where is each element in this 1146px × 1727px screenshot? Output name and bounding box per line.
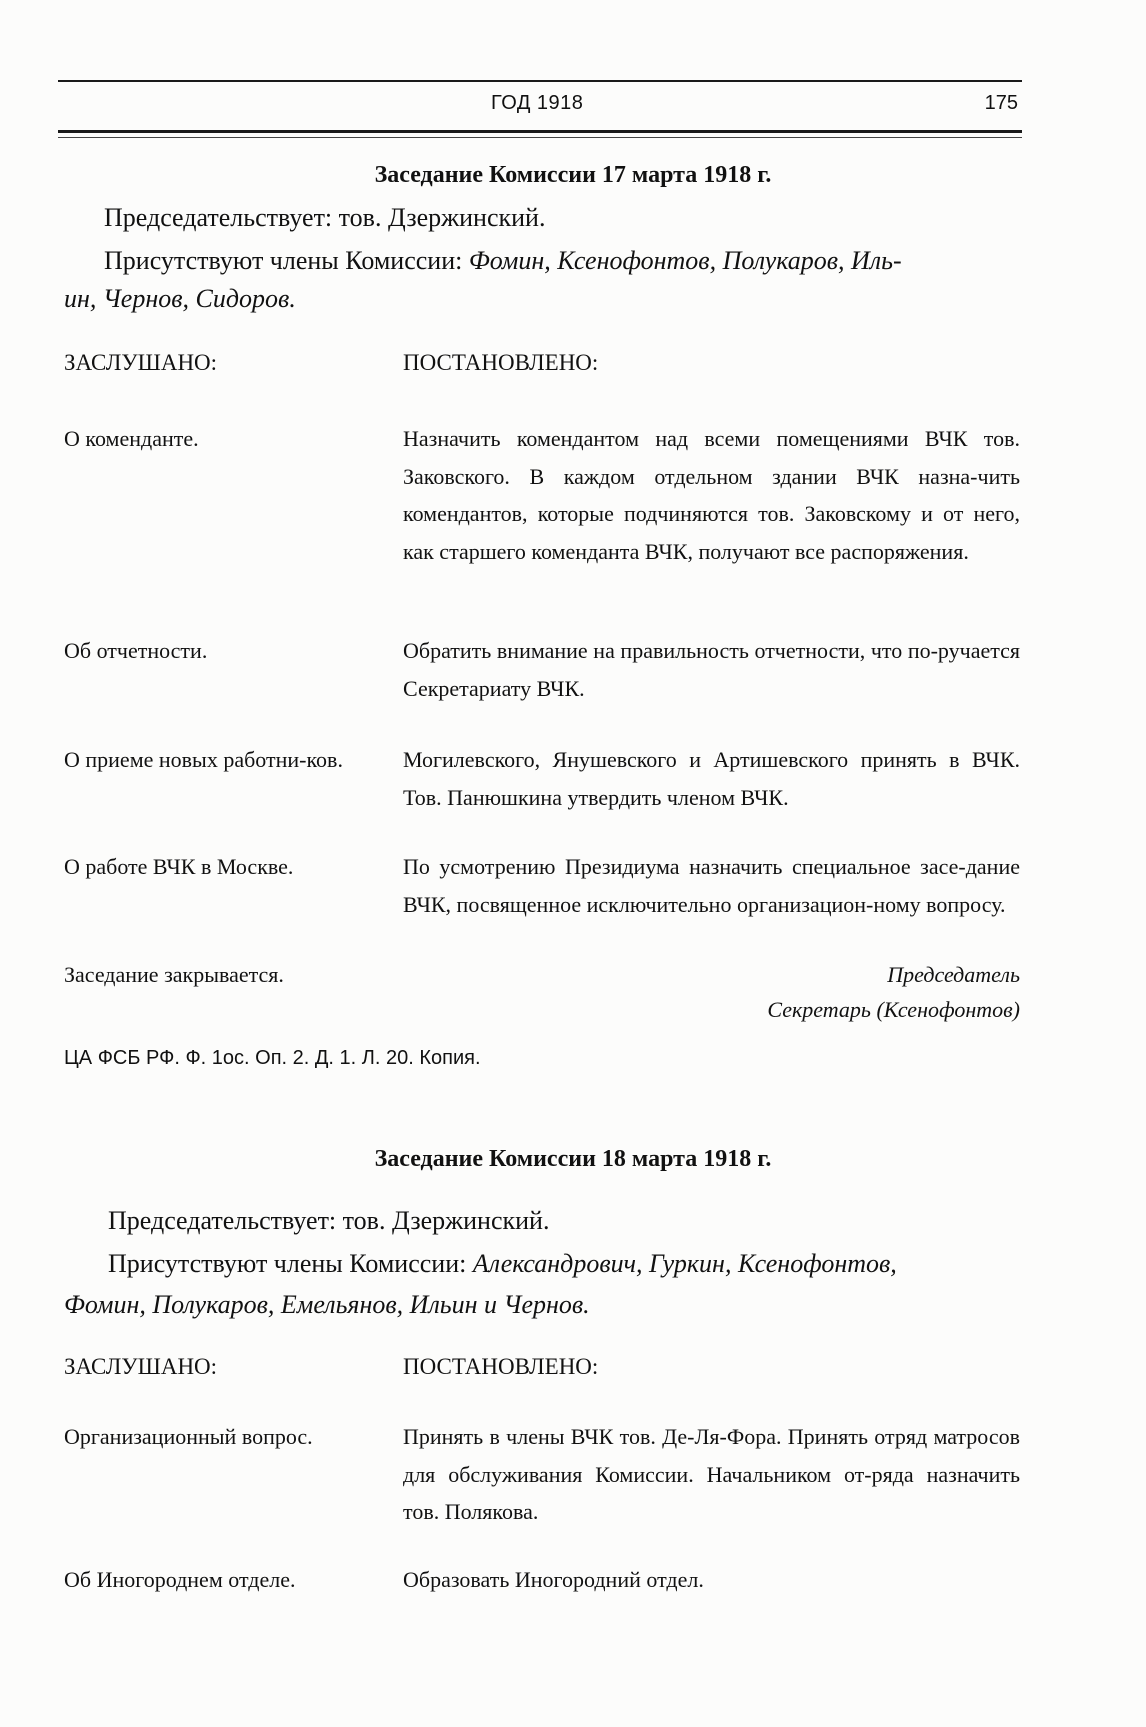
meeting2-item1-resolved: Принять в члены ВЧК тов. Де-Ля-Фора. Принять отряд матросов для обслуживания Комиссии. Начальником от-ряда назначить тов. Полякова. [403,1424,1020,1524]
meeting1-item2-heard: Об отчетности. [64,638,208,663]
meeting2-heard-label: ЗАСЛУШАНО: [64,1354,218,1379]
meeting1-present-line2 [64,284,296,314]
meeting1-item3-heard: О приеме новых работни-ков. [64,747,343,772]
meeting1-chair: Председательствует: тов. Дзержинский. [104,203,546,232]
meeting1-closing: Заседание закрывается. [64,962,284,987]
page-number: 175 [984,92,1018,114]
meeting1-item2-resolved: Обратить внимание на правильность отчетности, что по-ручается Секретариату ВЧК. [403,638,1020,701]
meeting1-item1-resolved: Назначить комендантом над всеми помещениями ВЧК тов. Заковского. В каждом отдельном здании ВЧК назна-чить комендантов, которые подчиняются тов. Заковскому и от него, как старшего коменданта ВЧК, получают все распоряжения. [403,426,1020,564]
meeting2-item1-heard: Организационный вопрос. [64,1424,313,1449]
meeting1-present-line1 [104,246,1020,276]
meeting1-title: Заседание Комиссии 17 марта 1918 г. [374,162,772,188]
meeting2-item2-resolved: Образовать Иногородний отдел. [403,1567,704,1592]
meeting1-heard-label: ЗАСЛУШАНО: [64,350,218,375]
meeting1-resolved-label: ПОСТАНОВЛЕНО: [403,350,599,375]
meeting2-chair: Председательствует: тов. Дзержинский. [108,1206,550,1235]
meeting2-present-line2 [64,1290,590,1320]
header-year: ГОД 1918 [491,92,584,114]
meeting2-present-line1 [108,1249,1020,1279]
meeting1-present-prefix: Присутствуют члены Комиссии: [104,246,469,275]
meeting2-present-names-2: Фомин, Полукаров, Емельянов, Ильин и Чернов. [64,1290,590,1319]
meeting1-present-names-1: Фомин, Ксенофонтов, Полукаров, Иль- [468,246,902,275]
meeting2-item2-heard: Об Иногороднем отделе. [64,1567,296,1592]
meeting1-item4-resolved: По усмотрению Президиума назначить специальное засе-дание ВЧК, посвященное исключительно организацион-ному вопросу. [403,854,1020,917]
meeting1-item1-heard: О коменданте. [64,426,199,451]
header-rule [58,130,1022,133]
archive-source: ЦА ФСБ РФ. Ф. 1ос. Оп. 2. Д. 1. Л. 20. Копия. [64,1047,481,1069]
meeting1-present-names-2: ин, Чернов, Сидоров. [64,284,296,313]
meeting2-present-prefix: Присутствуют члены Комиссии: [108,1249,473,1278]
signature-secretary: Секретарь (Ксенофонтов) [767,997,1020,1022]
meeting1-item4-heard: О работе ВЧК в Москве. [64,854,294,879]
meeting2-title: Заседание Комиссии 18 марта 1918 г. [374,1146,772,1172]
meeting1-item3-resolved: Могилевского, Янушевского и Артишевского принять в ВЧК. Тов. Панюшкина утвердить членом ВЧК. [403,747,1020,810]
header-rule-thin [58,137,1022,138]
meeting2-present-names-1: Александрович, Гуркин, Ксенофонтов, [472,1249,897,1278]
signature-chair: Председатель [887,962,1020,987]
meeting2-resolved-label: ПОСТАНОВЛЕНО: [403,1354,599,1379]
